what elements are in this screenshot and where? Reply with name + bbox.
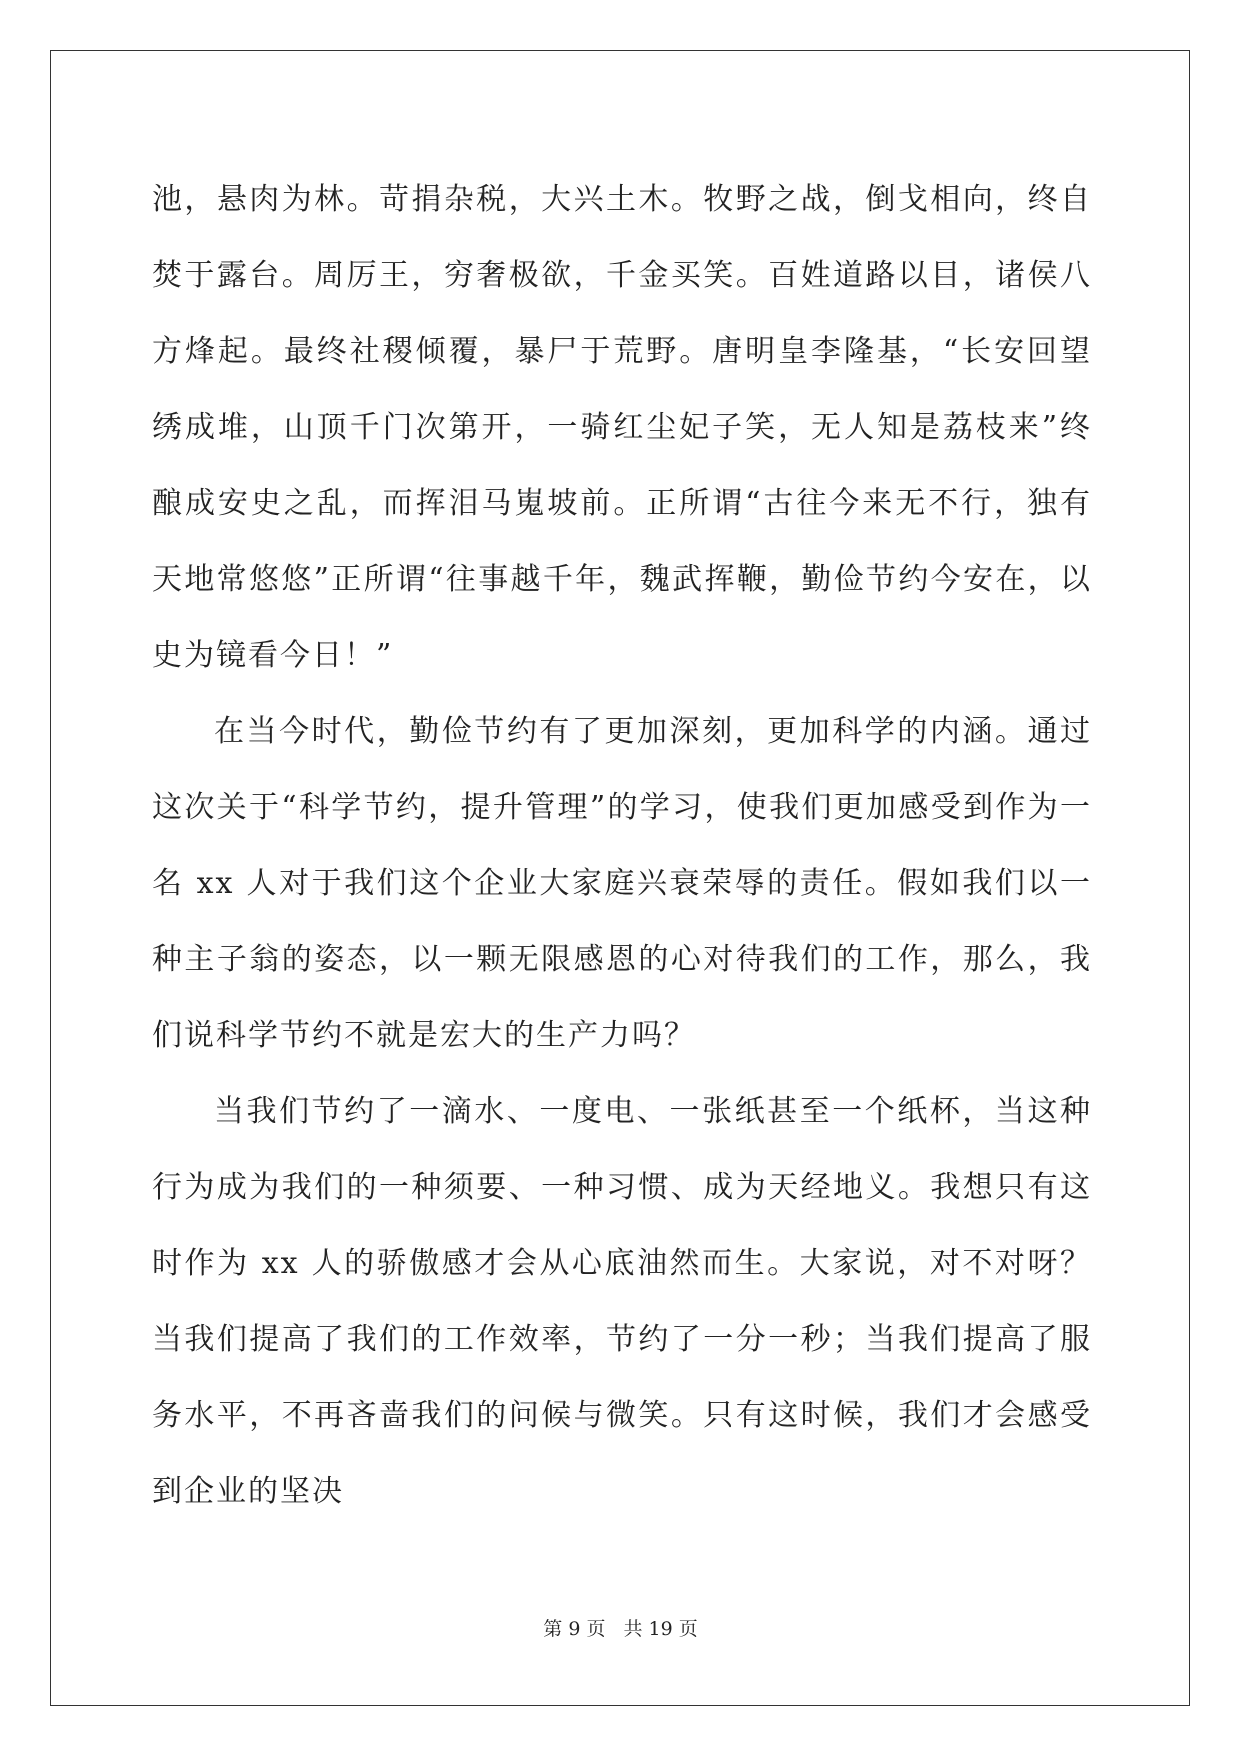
paragraph-1: 池，悬肉为林。苛捐杂税，大兴土木。牧野之战，倒戈相向，终自焚于露台。周厉王，穷奢极欲，千金买笑。百姓道路以目，诸侯八方烽起。最终社稷倾覆，暴尸于荒野。唐明皇李隆基，“长安回望绣成堆，山顶千门次第开，一骑红尘妃子笑，无人知是荔枝来”终酿成安史之乱，而挥泪马嵬坡前。正所谓“古往今来无不行，独有天地常悠悠”正所谓“往事越千年，魏武挥鞭，勤俭节约今安在，以史为镜看今日！” — [152, 182, 1092, 673]
page-total: 共 19 页 — [623, 1618, 698, 1640]
paragraph-2: 在当今时代，勤俭节约有了更加深刻，更加科学的内涵。通过这次关于“科学节约，提升管理”的学习，使我们更加感受到作为一名 xx 人对于我们这个企业大家庭兴衰荣辱的责任。假如我们以一种主子翁的姿态，以一颗无限感恩的心对待我们的工作，那么，我们说科学节约不就是宏大的生产力吗？ — [152, 714, 1092, 1053]
page-number: 第 9 页 — [543, 1618, 606, 1640]
page-footer — [0, 1614, 1241, 1641]
paragraph-3: 当我们节约了一滴水、一度电、一张纸甚至一个纸杯，当这种行为成为我们的一种须要、一种习惯、成为天经地义。我想只有这时作为 xx 人的骄傲感才会从心底油然而生。大家说，对不对呀？当我们提高了我们的工作效率，节约了一分一秒；当我们提高了服务水平，不再吝啬我们的问候与微笑。只有这时候，我们才会感受到企业的坚决 — [152, 1094, 1092, 1509]
document-body — [152, 162, 1092, 1530]
